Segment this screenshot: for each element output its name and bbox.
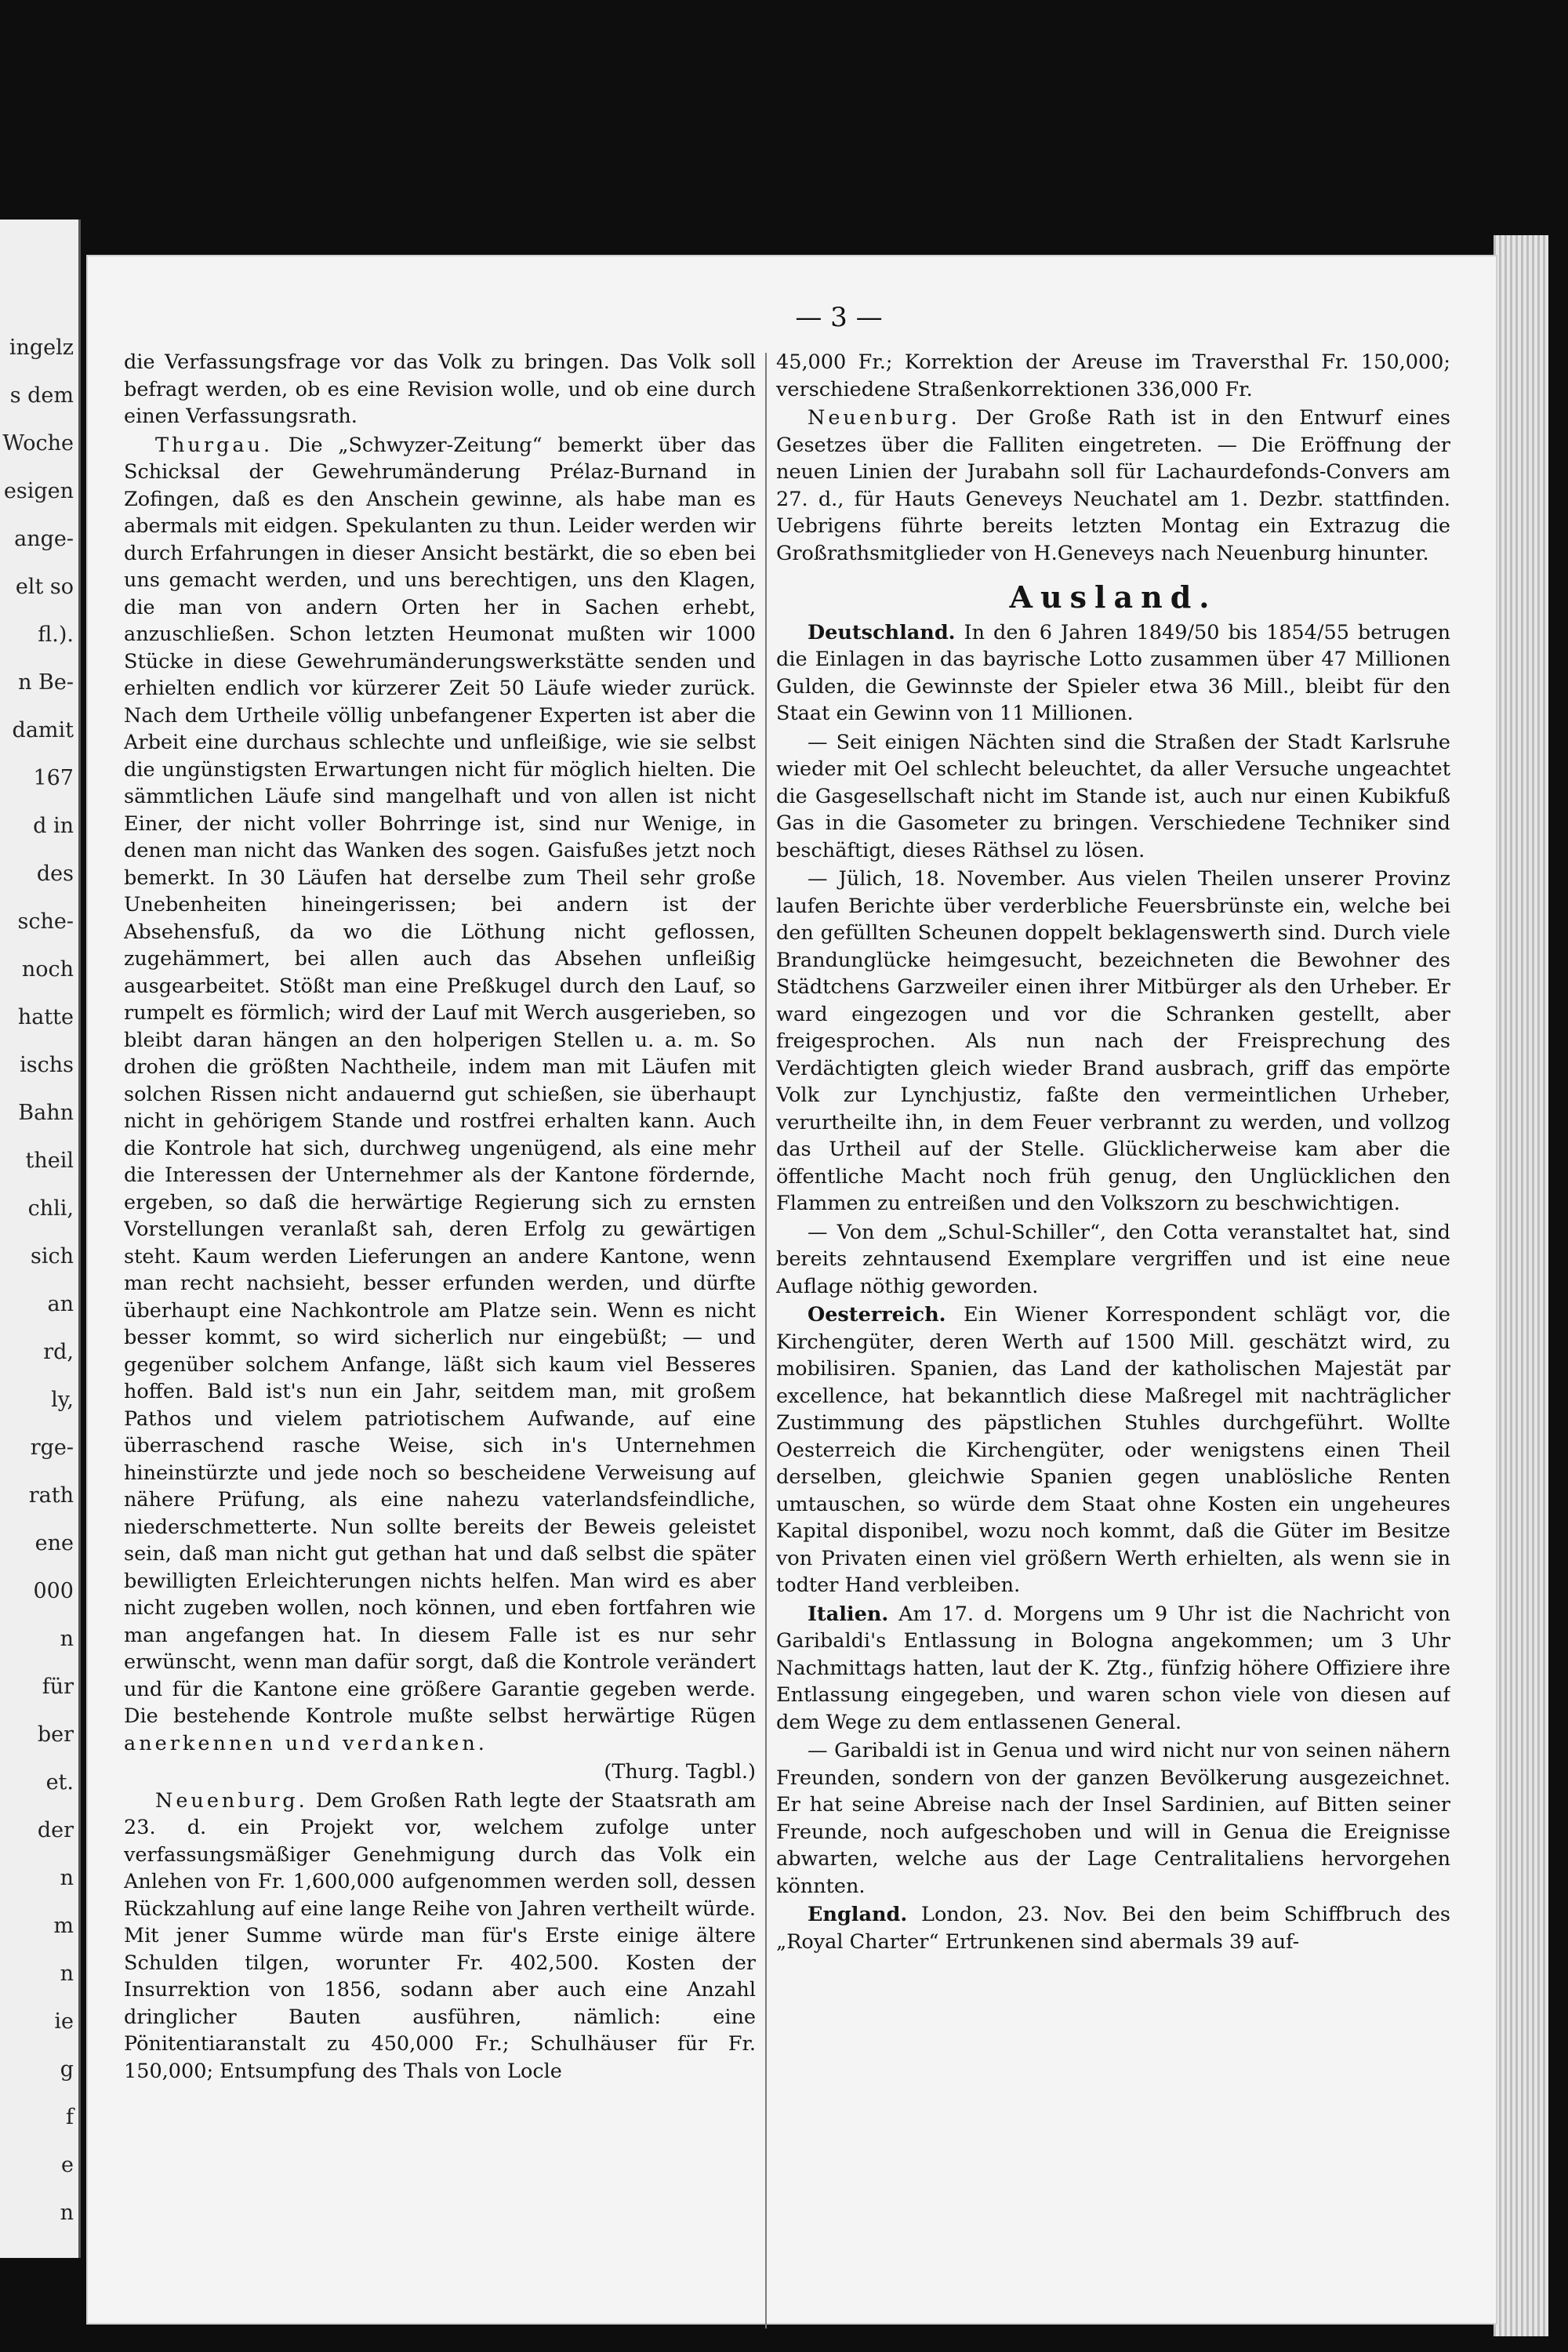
facing-page-fragment: n [60, 1866, 74, 1890]
facing-page-edge [0, 220, 81, 2258]
karlsruhe-paragraph: — Seit einigen Nächten sind die Straßen der Stadt Karlsruhe wieder mit Oel schlecht beleuchtet, da aller Versuche ungeachtet die Gasgesellschaft nicht im Stande ist, auch nur einen Kubikfuß Gas in die Gasometer zu bringen. Verschiedene Techniker sind beschäftigt, dieses Räthsel zu lösen. [776, 730, 1450, 862]
facing-page-fragment: an [47, 1292, 74, 1316]
thurgau-text: Die „Schwyzer-Zeitung“ bemerkt über das Schicksal der Gewehrumänderung Prélaz-Burnand in Zofingen, daß es den Anschein gewinne, als habe man es abermals mit eidgen. Spekulanten zu thun. Leider werden wir durch Erfahrungen in dieser Ansicht bestärkt, die so eben bei uns gemacht werden, und uns berechtigen, uns den Klagen, die man von andern Orten her in Sachen erhebt, anzuschließen. Schon letzten Heumonat mußten wir 1000 Stücke in diese Gewehrumänderungswerkstätte senden und erhielten endlich vor kürzerer Zeit 50 Läufe wieder zurück. Nach dem Urtheile völlig unbefangener Experten ist aber die Arbeit eine durchaus schlechte und unfleißige, wie sie selbst die ungünstigsten Erwartungen nicht für möglich hielten. Die sämmtlichen Läufe sind mangelhaft und von allen ist nicht Einer, der nicht voller Bohrringe ist, sind nur Wenige, in denen man nicht das Wanken des sogen. Gaisfußes jetzt noch bemerkt. In 30 Läufen hat derselbe zum Theil sehr große Unebenheiten hineingerissen; bei andern ist der Absehensfuß, da wo die Löthung nicht geflossen, zugehämmert, bei allen auch das Absehen unfleißig ausgearbeitet. Stößt man eine Preßkugel durch den Lauf, so rumpelt es förmlich; wird der Lauf mit Werch ausgerieben, so bleibt daran hängen an den holperigen Stellen u. a. m. So drohen die größten Nachtheile, indem man mit Läufen mit solchen Rissen nicht andauernd gut schießen, sie überhaupt nicht in gehörigem Stande und rostfrei erhalten kann. Auch die Kontrole hat sich, durchweg ungenügend, als eine mehr die Interessen der Unternehmer als der Kantone fördernde, ergeben, so daß die herwärtige Regierung sich zu ernsten Vorstellungen veranlaßt sah, deren Erfolg zu gewärtigen steht. Kaum werden Lieferungen an andere Kantone, wenn man recht nachsieht, besser erfunden werden, und dürfte überhaupt eine Nachkontrole am Platze sein. Wenn es nicht besser kommt, so wird sicherlich nur eingebüßt; — und gegenüber solchem Anfange, läßt sich kaum viel Besseres hoffen. Bald ist's nun ein Jahr, seitdem man, mit großem Pathos und vielem patriotischem Aufwande, auf eine überraschend rasche Weise, sich in's Unternehmen hineinstürzte und jede noch so bescheidene Verweisung auf nähere Prüfung, als eine nahezu vaterlandsfeindliche, niederschmetterte. Nun sollte bereits der Beweis geleistet sein, daß man nicht gut gethan hat und daß selbst die später bewilligten Erleichterungen nichts helfen. Man wird es aber nicht zugeben wollen, noch können, und eben fortfahren wie man angefangen hat. In diesem Falle ist es nur sehr erwünscht, wenn man dafür sorgt, daß die Kontrole verändert und für die Kantone eine größere Garantie gegeben werde. Die bestehende Kontrole mußte selbst herwärtige Rügen [124, 433, 756, 1728]
oesterreich-label: Oesterreich. [808, 1303, 946, 1327]
facing-page-fragment: chli, [27, 1196, 74, 1221]
deutschland-label: Deutschland. [808, 620, 956, 644]
juelich-paragraph: — Jülich, 18. November. Aus vielen Theilen unserer Provinz laufen Berichte über verderbliche Feuersbrünste ein, welche bei den gefüllten Scheunen doppelt beklagenswerth sind. Durch viele Brandunglücke heimgesucht, bezeichneten die Bewohner des Städtchens Garzweiler einen ihrer Mitbürger als den Urheber. Er ward eingezogen und vor die Schranken gestellt, aber freigesprochen. Als nun nach der Freisprechung des Verdächtigten gleich wieder Brand ausbrach, griff das empörte Volk zur Lynchjustiz, faßte den vermeintlichen Urheber, verurtheilte ihn, in dem Feuer verbrannt zu werden, und vollzog das Urtheil auf der Stelle. Glücklicherweise kam aber die öffentliche Macht noch früh genug, den Unglücklichen den Flammen zu entreißen und den Volkszorn zu beschwichtigen. [776, 867, 1450, 1215]
neuenburg-text-2: Der Große Rath ist in den Entwurf eines Gesetzes über die Falliten eingetreten. — Die Eröffnung der neuen Linien der Jurabahn soll für Lachaurdefonds-Convers am 27. d., für Hauts Geneveys Neuchatel am 1. Dezbr. stattfinden. Uebrigens führte bereits letzten Montag ein Extrazug die Großrathsmitglieder von H.Geneveys nach Neuenburg hinunter. [776, 406, 1450, 565]
facing-page-fragment: der [37, 1818, 74, 1842]
deutschland-article [776, 619, 1450, 728]
page-number: — 3 — [795, 302, 883, 333]
facing-page-fragment: theil [25, 1149, 74, 1173]
england-text: London, 23. Nov. Bei den beim Schiffbruch des „Royal Charter“ Ertrunkenen sind abermals 39 auf- [776, 1903, 1450, 1954]
facing-page-fragment: des [36, 862, 74, 886]
facing-page-fragment: Woche [2, 431, 74, 456]
facing-page-fragment: g [60, 2057, 74, 2082]
facing-page-fragment: n [60, 1627, 74, 1651]
ausland-heading: Ausland. [1009, 579, 1218, 615]
neuenburg-label: Neuenburg. [155, 1788, 308, 1813]
facing-page-fragment: d in [33, 814, 74, 838]
facing-page-fragment: für [42, 1675, 74, 1699]
facing-page-fragment: ingelz [9, 336, 74, 360]
right-column [776, 349, 1450, 2293]
neuenburg-article-2 [776, 405, 1450, 567]
italien-article [776, 1601, 1450, 1737]
facing-page-fragment: damit [12, 718, 74, 742]
facing-page-fragment: n Be- [18, 670, 74, 695]
deutschland-text: In den 6 Jahren 1849/50 bis 1854/55 betrugen die Einlagen in das bayrische Lotto zusammen über 47 Millionen Gulden, die Gewinnste der Spieler etwa 36 Mill., bleibt für den Staat ein Gewinn von 11 Millionen. [776, 620, 1450, 725]
page-block-edge [1494, 235, 1548, 2336]
facing-page-fragment: Bahn [18, 1101, 74, 1125]
oesterreich-article [776, 1301, 1450, 1599]
facing-page-fragment: ly, [51, 1388, 74, 1412]
facing-page-fragment: 167 [33, 766, 74, 790]
facing-page-fragment: rd, [43, 1340, 74, 1364]
schiller-paragraph: — Von dem „Schul-Schiller“, den Cotta veranstaltet hat, sind bereits zehntausend Exemplare vergriffen und ist eine neue Auflage nöthig geworden. [776, 1220, 1450, 1298]
facing-page-fragment: ange- [14, 527, 74, 551]
facing-page-fragment: noch [21, 957, 74, 982]
facing-page-fragment: n [60, 1962, 74, 1986]
facing-page-fragment: f [66, 2105, 74, 2129]
neuenburg-text: Dem Großen Rath legte der Staatsrath am 23. d. ein Projekt vor, welchem zufolge unter verfassungsmäßiger Genehmigung durch das Volk ein Anlehen von Fr. 1,600,000 aufgenommen werden soll, dessen Rückzahlung auf eine lange Reihe von Jahren vertheilt würde. Mit jener Summe würde man für's Erste einige ältere Schulden tilgen, worunter Fr. 402,500. Kosten der Insurrektion von 1856, sodann aber auch eine Anzahl dringlicher Bauten ausführen, nämlich: eine Pönitentiaranstalt zu 450,000 Fr.; Schulhäuser für Fr. 150,000; Entsumpfung des Thals von Locle [124, 1788, 756, 2083]
facing-page-fragment: e [61, 2153, 74, 2177]
facing-page-fragment: ie [54, 2009, 74, 2034]
left-column [124, 349, 756, 2293]
italien-label: Italien. [808, 1602, 889, 1626]
facing-page-fragment: ene [34, 1531, 74, 1555]
continuation-paragraph: 45,000 Fr.; Korrektion der Areuse im Traversthal Fr. 150,000; verschiedene Straßenkorrektionen 336,000 Fr. [776, 350, 1450, 401]
italien-text: Am 17. d. Morgens um 9 Uhr ist die Nachricht von Garibaldi's Entlassung in Bologna angekommen; um 3 Uhr Nachmittags hatten, laut der K. Ztg., fünfzig höhere Offiziere ihre Entlassung eingegeben, und waren schon viele von diesen auf dem Wege zu dem entlassenen General. [776, 1602, 1450, 1734]
facing-page-fragment: hatte [17, 1005, 74, 1029]
garibaldi-paragraph: — Garibaldi ist in Genua und wird nicht nur von seinen nähern Freunden, sondern von der ganzen Bevölkerung ausgezeichnet. Er hat seine Abreise nach der Insel Sardinien, auf Bitten seiner Freunde, noch aufgeschoben und will in Genua die Ereignisse abwarten, welche aus der Lage Centralitaliens hervorgehen könnten. [776, 1739, 1450, 1898]
facing-page-fragment: 000 [33, 1579, 74, 1603]
neuenburg-label-2: Neuenburg. [808, 406, 960, 430]
facing-page-fragment: rath [28, 1483, 74, 1508]
thurgau-spaced-text: anerkennen und verdanken. [124, 1731, 488, 1755]
facing-page-fragment: m [53, 1914, 74, 1938]
thurgau-article [124, 432, 756, 1758]
neuenburg-article [124, 1788, 756, 2085]
facing-page-fragment: s dem [9, 383, 74, 408]
newspaper-page [86, 255, 1497, 2325]
facing-page-fragment: sich [30, 1244, 74, 1269]
england-article [776, 1901, 1450, 1955]
facing-page-fragment: elt so [15, 575, 74, 599]
facing-page-fragment: sche- [17, 909, 74, 934]
facing-page-fragment: et. [45, 1770, 74, 1795]
intro-paragraph: die Verfassungsfrage vor das Volk zu bringen. Das Volk soll befragt werden, ob es eine Revision wolle, und ob eine durch einen Verfassungsrath. [124, 350, 756, 428]
facing-page-fragment: esigen [3, 479, 74, 503]
oesterreich-text: Ein Wiener Korrespondent schlägt vor, die Kirchengüter, deren Werth auf 1500 Mill. geschätzt wird, zu mobilisiren. Spanien, das Land der katholischen Majestät par excellence, hat bekanntlich diese Maßregel mit nachträglicher Zustimmung des päpstlichen Stuhles durchgeführt. Wollte Oesterreich die Kirchengüter, oder wenigstens einen Theil derselben, gleichwie Spanien gegen unablösliche Renten umtauschen, so würde dem Staat ohne Kosten ein ungeheures Kapital disponibel, wozu noch kommt, daß die Güter im Besitze von Privaten einen viel größern Werth erhielten, als wenn sie in todter Hand verbleiben. [776, 1303, 1450, 1597]
thurgau-source: (Thurg. Tagbl.) [604, 1760, 756, 1784]
england-label: England. [808, 1903, 908, 1926]
thurgau-label: Thurgau. [155, 433, 274, 457]
facing-page-fragment: n [60, 2201, 74, 2225]
facing-page-fragment: ischs [20, 1053, 74, 1077]
facing-page-fragment: ber [37, 1722, 74, 1747]
facing-page-fragment: rge- [30, 1436, 74, 1460]
facing-page-fragment: fl.). [38, 622, 74, 647]
column-divider [765, 353, 767, 2328]
